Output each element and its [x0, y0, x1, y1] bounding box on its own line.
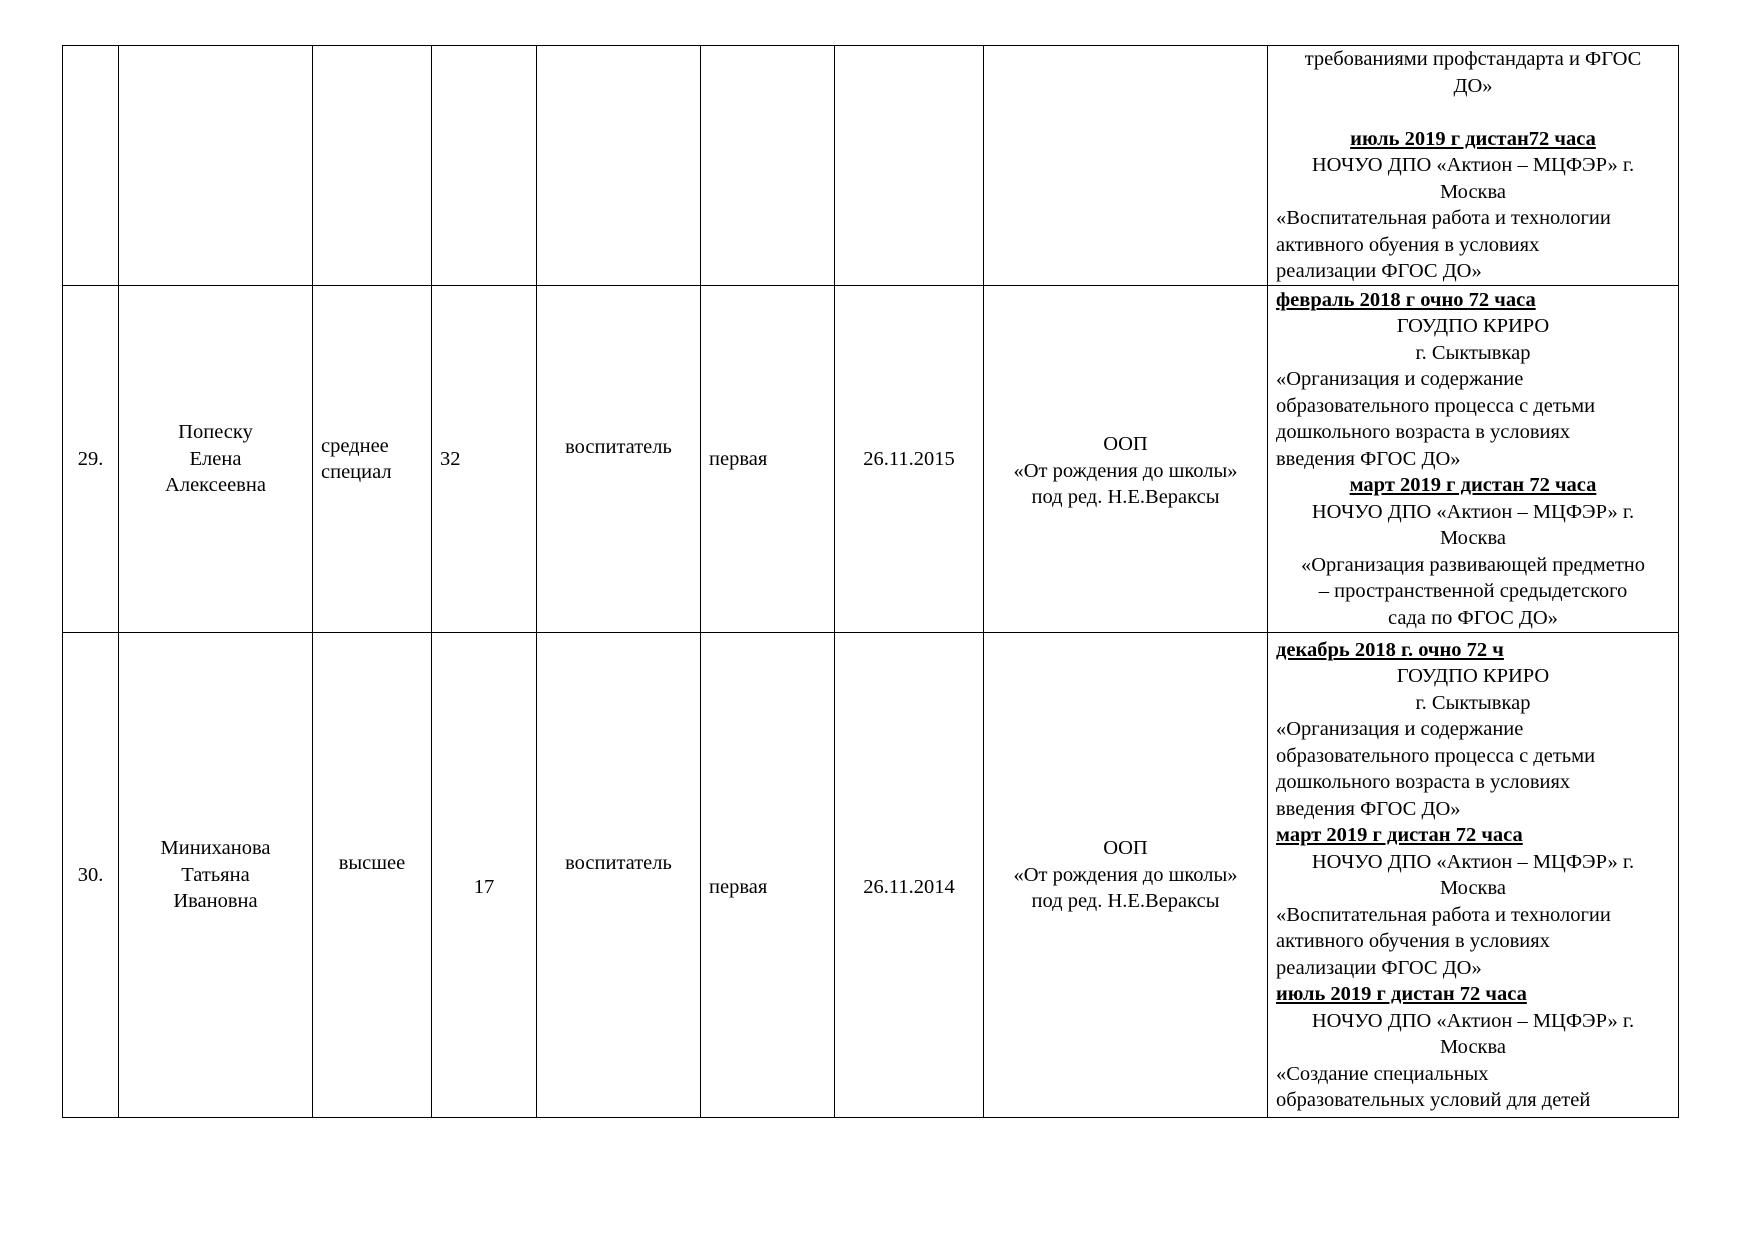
education-cell: [313, 286, 432, 633]
table-row: [63, 46, 1679, 286]
course-line: «Организация и содержание: [1276, 718, 1524, 740]
attestation-date-cell: [835, 286, 984, 633]
course-line: введения ФГОС ДО»: [1276, 797, 1461, 820]
table-row: [63, 633, 1679, 1118]
course-line: «Воспитательная работа и технологии: [1276, 903, 1611, 926]
row-number: 30.: [77, 863, 104, 886]
position-cell: [537, 46, 701, 286]
attestation-date-cell: [835, 633, 984, 1118]
course-line: НОЧУО ДПО «Актион – МЦФЭР» г.: [1311, 850, 1635, 873]
course-line: реализации ФГОС ДО»: [1276, 260, 1482, 283]
course-line: [1276, 99, 1670, 126]
full-name-cell: [119, 286, 313, 633]
education-line: среднее: [321, 434, 389, 457]
courses-cell: [1268, 46, 1679, 286]
position-cell: [537, 286, 701, 633]
course-line: Москва: [1439, 527, 1507, 550]
course-line: Москва: [1439, 877, 1507, 899]
attestation-date-cell: [835, 46, 984, 286]
row-number-cell: [63, 633, 119, 1118]
experience-cell: [432, 46, 537, 286]
row-number-cell: [63, 286, 119, 633]
course-line: реализации ФГОС ДО»: [1276, 956, 1482, 979]
position-value: воспитатель: [565, 435, 672, 458]
course-heading: март 2019 г дистан 72 часа: [1276, 824, 1523, 846]
position-cell: [537, 633, 701, 1118]
program-line: под ред. Н.Е.Вераксы: [1031, 890, 1220, 913]
education-cell: [313, 633, 432, 1118]
course-line: «Организация развивающей предметно: [1300, 553, 1646, 576]
course-line: г. Сыктывкар: [1415, 691, 1531, 714]
row-number-cell: [63, 46, 119, 286]
course-line: активного обуения в условиях: [1276, 233, 1540, 256]
course-line: Москва: [1439, 1036, 1507, 1058]
course-heading: март 2019 г дистан 72 часа: [1349, 474, 1597, 497]
attestation-date: 26.11.2015: [863, 447, 955, 470]
category-cell: [701, 286, 835, 633]
program-cell: [984, 46, 1268, 286]
course-line: – пространственной средыдетского: [1318, 580, 1628, 603]
program-cell: [984, 286, 1268, 633]
course-heading: июль 2019 г дистан 72 часа: [1276, 983, 1527, 1005]
program-line: «От рождения до школы»: [1013, 459, 1238, 482]
program-line: «От рождения до школы»: [1013, 863, 1238, 886]
table-body: [63, 46, 1679, 1118]
course-line: требованиями профстандарта и ФГОС: [1304, 48, 1642, 71]
experience-value: 17: [473, 875, 495, 898]
experience-cell: [432, 286, 537, 633]
education-line: высшее: [338, 851, 406, 874]
course-line: г. Сыктывкар: [1415, 341, 1531, 364]
course-line: образовательных условий для детей: [1276, 1089, 1591, 1111]
course-line: НОЧУО ДПО «Актион – МЦФЭР» г.: [1311, 1009, 1635, 1032]
course-line: НОЧУО ДПО «Актион – МЦФЭР» г.: [1311, 154, 1635, 177]
course-line: введения ФГОС ДО»: [1276, 447, 1461, 470]
experience-cell: [432, 633, 537, 1118]
course-line: «Воспитательная работа и технологии: [1276, 207, 1611, 230]
category-value: первая: [709, 447, 768, 470]
education-line: специал: [321, 461, 392, 483]
course-heading: июль 2019 г дистан72 часа: [1350, 127, 1596, 150]
course-line: дошкольного возраста в условиях: [1276, 771, 1571, 793]
program-line: ООП: [1103, 433, 1148, 456]
course-line: ГОУДПО КРИРО: [1396, 315, 1550, 338]
course-line: Москва: [1439, 180, 1507, 203]
course-line: ДО»: [1453, 74, 1493, 97]
course-line: сада по ФГОС ДО»: [1388, 606, 1558, 629]
program-line: ООП: [1103, 837, 1148, 860]
category-cell: [701, 633, 835, 1118]
course-line: активного обучения в условиях: [1276, 930, 1550, 952]
course-line: НОЧУО ДПО «Актион – МЦФЭР» г.: [1311, 500, 1635, 523]
experience-value: 32: [440, 447, 461, 470]
program-cell: [984, 633, 1268, 1118]
first-name: Татьяна: [181, 863, 250, 886]
course-heading: февраль 2018 г очно 72 часа: [1276, 288, 1536, 311]
course-line: ГОУДПО КРИРО: [1396, 665, 1550, 687]
course-line: «Организация и содержание: [1276, 368, 1524, 391]
courses-cell: [1268, 286, 1679, 633]
education-cell: [313, 46, 432, 286]
course-heading: декабрь 2018 г. очно 72 ч: [1276, 638, 1504, 661]
surname: Миниханова: [160, 837, 271, 860]
patronymic: Ивановна: [173, 890, 258, 913]
program-line: под ред. Н.Е.Вераксы: [1031, 486, 1220, 509]
surname: Попеску: [178, 421, 253, 444]
course-line: образовательного процесса с детьми: [1276, 744, 1596, 767]
first-name: Елена: [189, 447, 242, 470]
category-cell: [701, 46, 835, 286]
courses-cell: [1268, 633, 1679, 1118]
position-value: воспитатель: [565, 851, 672, 874]
full-name-cell: [119, 46, 313, 286]
course-line: образовательного процесса с детьми: [1276, 394, 1596, 417]
attestation-date: 26.11.2014: [863, 875, 955, 898]
table-row: [63, 286, 1679, 633]
row-number: 29.: [77, 447, 104, 470]
full-name-cell: [119, 633, 313, 1118]
category-value: первая: [709, 875, 768, 898]
course-line: дошкольного возраста в условиях: [1276, 421, 1571, 444]
course-line: «Создание специальных: [1276, 1062, 1489, 1085]
patronymic: Алексеевна: [165, 474, 266, 497]
staff-table: [62, 45, 1679, 1118]
